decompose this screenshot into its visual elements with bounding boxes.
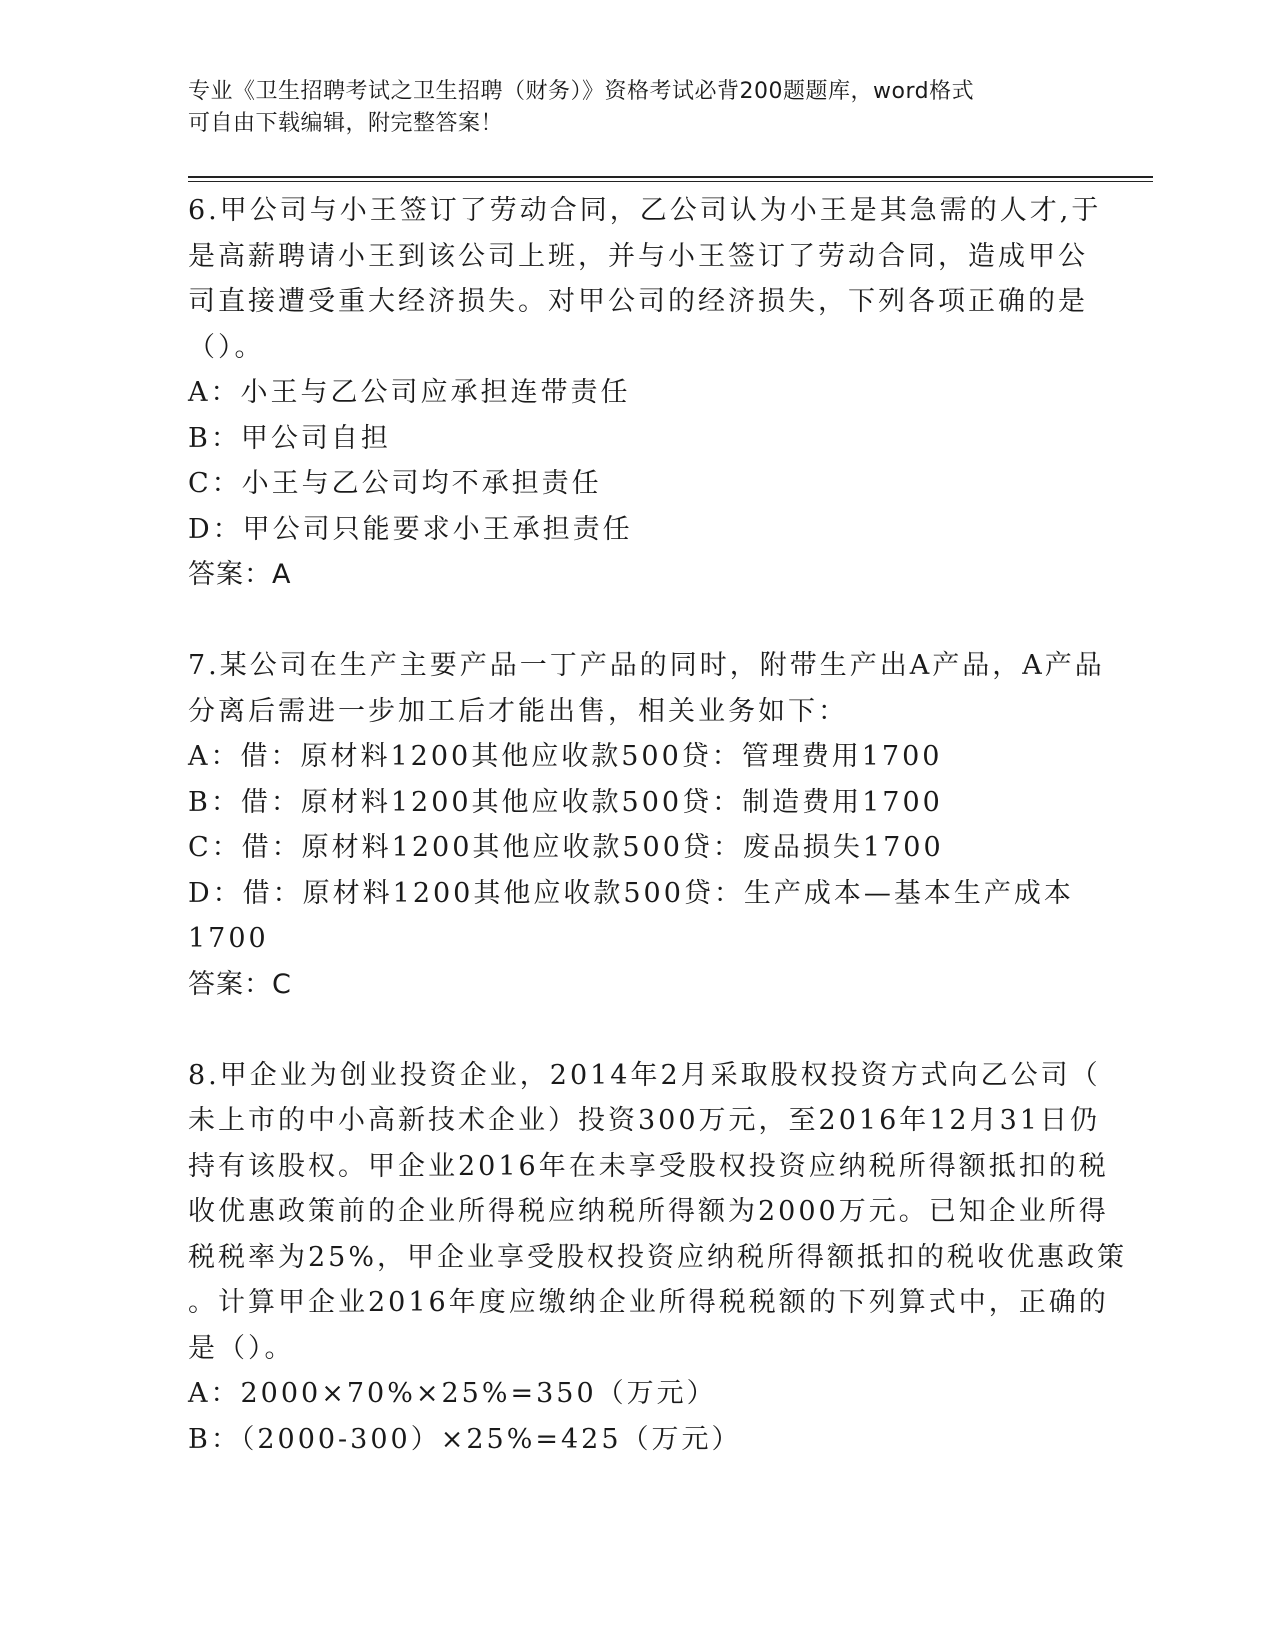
question-6-answer: 答案：A bbox=[188, 559, 292, 590]
question-7-option-c: C：借：原材料1200其他应收款500贷：废品损失1700 bbox=[188, 832, 944, 863]
question-6-stem-line: 司直接遭受重大经济损失。对甲公司的经济损失，下列各项正确的是 bbox=[188, 286, 1088, 317]
header-divider-thick bbox=[188, 176, 1153, 178]
question-6-stem-line: 6.甲公司与小王签订了劳动合同，乙公司认为小王是其急需的人才,于 bbox=[188, 195, 1102, 226]
question-6-option-b: B：甲公司自担 bbox=[188, 422, 391, 454]
question-8-stem-line: 收优惠政策前的企业所得税应纳税所得额为2000万元。已知企业所得 bbox=[188, 1196, 1109, 1227]
question-8-stem-line: 8.甲企业为创业投资企业，2014年2月采取股权投资方式向乙公司（ bbox=[188, 1059, 1101, 1091]
question-8-stem-line: 税税率为25%，甲企业享受股权投资应纳税所得额抵扣的税收优惠政策 bbox=[188, 1241, 1128, 1273]
question-6-stem-line: （）。 bbox=[188, 331, 265, 363]
header-title-line-1: 专业《卫生招聘考试之卫生招聘（财务）》资格考试必背200题题库，word格式 bbox=[188, 79, 975, 104]
question-8-stem-line: 是（）。 bbox=[188, 1332, 295, 1364]
question-list bbox=[188, 188, 1128, 1462]
question-7-option-b: B：借：原材料1200其他应收款500贷：制造费用1700 bbox=[188, 786, 943, 818]
question-6-option-a: A：小王与乙公司应承担连带责任 bbox=[188, 377, 631, 408]
question-6-option-c: C：小王与乙公司均不承担责任 bbox=[188, 468, 602, 499]
question-spacer bbox=[188, 598, 1088, 644]
question-8-stem-line: 未上市的中小高新技术企业）投资300万元，至2016年12月31日仍 bbox=[188, 1105, 1100, 1136]
question-8 bbox=[188, 1053, 1128, 1463]
document-header bbox=[188, 76, 1068, 140]
question-6-stem-line: 是高薪聘请小王到该公司上班，并与小王签订了劳动合同，造成甲公 bbox=[188, 240, 1088, 272]
question-8-stem-line: 持有该股权。甲企业2016年在未享受股权投资应纳税所得额抵扣的税 bbox=[188, 1150, 1109, 1182]
question-7-option-d: D：借：原材料1200其他应收款500贷：生产成本—基本生产成本 bbox=[188, 877, 1074, 909]
question-8-option-a: A：2000×70%×25%=350（万元） bbox=[188, 1378, 717, 1409]
question-7-option-a: A：借：原材料1200其他应收款500贷：管理费用1700 bbox=[188, 741, 943, 772]
question-6 bbox=[188, 188, 1102, 598]
question-7-option-d-continued: 1700 bbox=[188, 923, 269, 954]
question-7-stem-line: 7.某公司在生产主要产品一丁产品的同时，附带生产出A产品，A产品 bbox=[188, 650, 1105, 681]
question-spacer bbox=[188, 1007, 1088, 1053]
question-8-option-b: B：（2000-300）×25%=425（万元） bbox=[188, 1423, 742, 1455]
header-title-line-2: 可自由下载编辑，附完整答案！ bbox=[188, 111, 504, 136]
question-7-stem-line: 分离后需进一步加工后才能出售，相关业务如下： bbox=[188, 695, 848, 727]
question-6-option-d: D：甲公司只能要求小王承担责任 bbox=[188, 513, 633, 545]
question-8-stem-line: 。计算甲企业2016年度应缴纳企业所得税税额的下列算式中，正确的 bbox=[188, 1287, 1109, 1318]
header-divider-thin bbox=[188, 181, 1153, 182]
question-7 bbox=[188, 643, 1105, 1007]
question-7-answer: 答案：C bbox=[188, 968, 292, 1000]
